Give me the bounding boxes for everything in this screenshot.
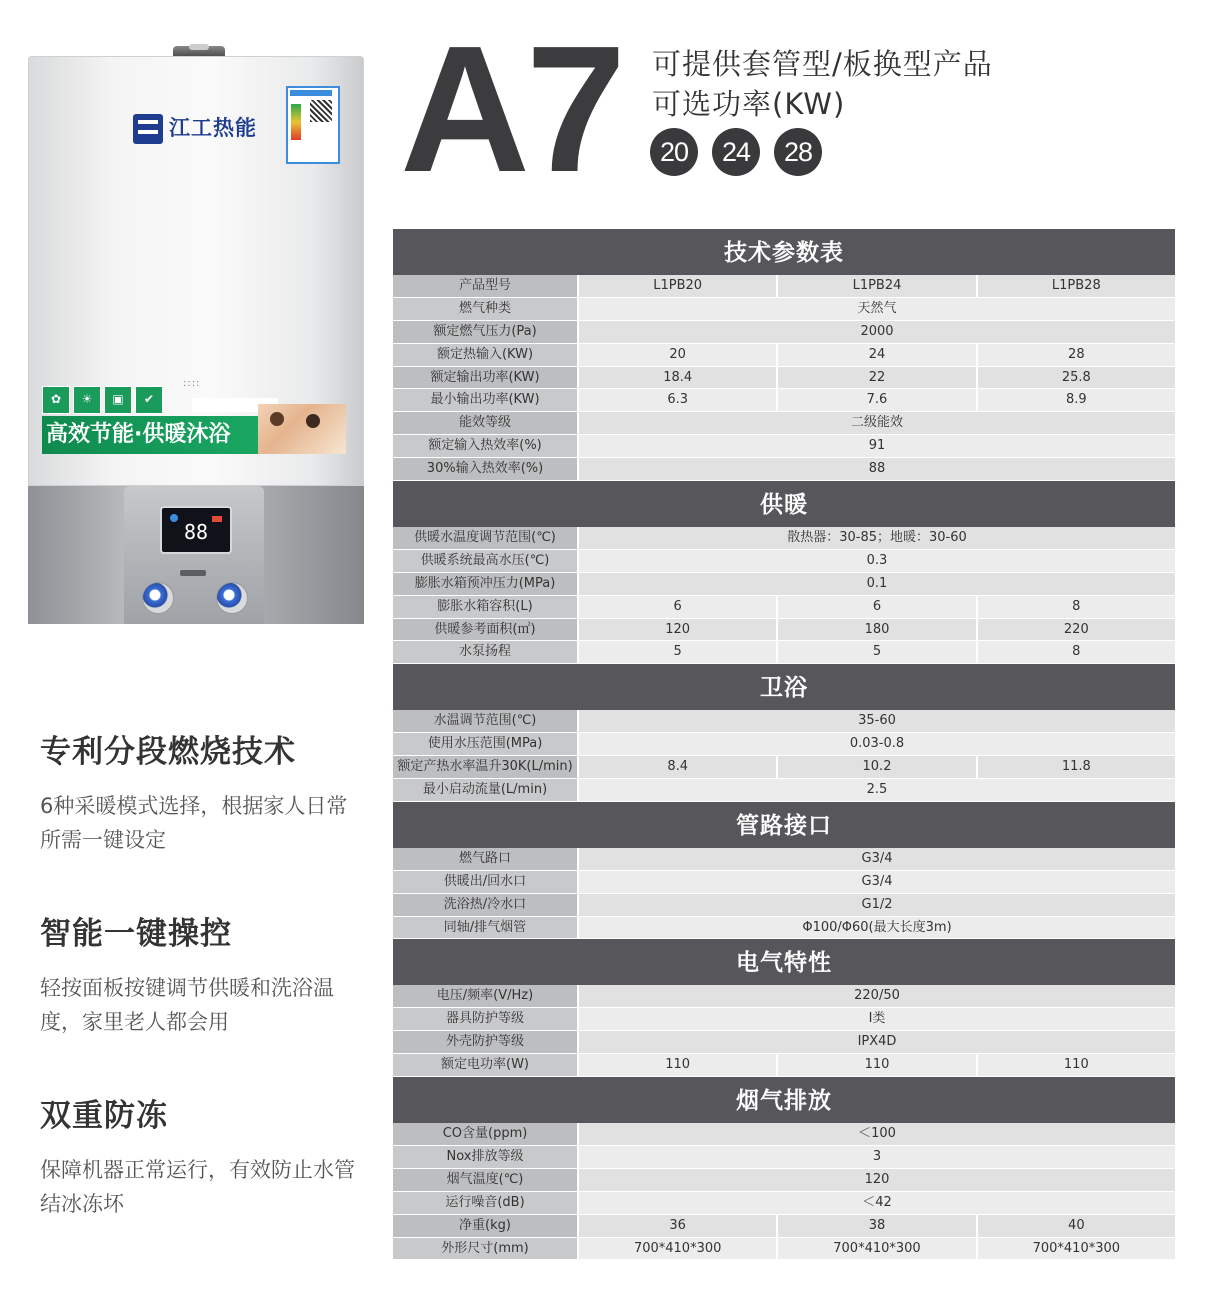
row-value: 40 xyxy=(978,1215,1175,1237)
row-label: 净重(kg) xyxy=(393,1215,577,1237)
row-value: 25.8 xyxy=(978,367,1175,389)
row-label: 最小输出功率(KW) xyxy=(393,389,577,411)
table-row xyxy=(393,298,1175,321)
row-value: 5 xyxy=(778,641,975,663)
boiler-front-panel xyxy=(28,56,364,486)
control-bezel xyxy=(124,486,264,624)
row-value: 7.6 xyxy=(778,389,975,411)
row-value: 110 xyxy=(579,1054,776,1076)
family-photo xyxy=(258,404,346,454)
feature-description: 轻按面板按键调节供暖和洗浴温度，家里老人都会用 xyxy=(40,976,334,1034)
row-value: 220/50 xyxy=(579,985,1175,1007)
power-options-line: 可选功率(KW) xyxy=(652,87,846,121)
power-badges xyxy=(650,128,822,176)
row-value: 28 xyxy=(978,344,1175,366)
display-slot xyxy=(180,570,206,576)
table-row xyxy=(393,1008,1175,1031)
table-row xyxy=(393,619,1175,642)
row-label: 使用水压范围(MPa) xyxy=(393,733,577,755)
row-label: 额定产热水率温升30K(L/min) xyxy=(393,756,577,778)
row-label: 产品型号 xyxy=(393,275,577,297)
power-badge-28: 28 xyxy=(774,128,822,176)
row-label: 燃气路口 xyxy=(393,848,577,870)
row-label: 水温调节范围(℃) xyxy=(393,710,577,732)
row-value: 6.3 xyxy=(579,389,776,411)
table-row xyxy=(393,710,1175,733)
row-value: 6 xyxy=(778,596,975,618)
row-label: 供暖水温度调节范围(℃) xyxy=(393,527,577,549)
spec-table xyxy=(393,229,1175,1260)
row-value: 8.4 xyxy=(579,756,776,778)
hot-water-knob xyxy=(216,582,248,614)
row-value: 38 xyxy=(778,1215,975,1237)
row-label: 能效等级 xyxy=(393,412,577,434)
row-value: I类 xyxy=(579,1008,1175,1030)
row-value: 5 xyxy=(579,641,776,663)
table-row xyxy=(393,894,1175,917)
boiler-control-area xyxy=(28,486,364,624)
table-row xyxy=(393,1031,1175,1054)
row-label: 膨胀水箱预冲压力(MPa) xyxy=(393,573,577,595)
row-value: 天然气 xyxy=(579,298,1175,320)
row-value: G3/4 xyxy=(579,848,1175,870)
row-value: 88 xyxy=(579,458,1175,480)
row-value: IPX4D xyxy=(579,1031,1175,1053)
table-row xyxy=(393,1123,1175,1146)
row-value: 18.4 xyxy=(579,367,776,389)
table-row xyxy=(393,1169,1175,1192)
row-label: 膨胀水箱容积(L) xyxy=(393,596,577,618)
feature-dual-antifreeze xyxy=(40,1090,360,1221)
table-row xyxy=(393,527,1175,550)
heating-knob xyxy=(142,582,174,614)
row-label: 额定输出功率(KW) xyxy=(393,367,577,389)
sun-icon: ☀ xyxy=(73,386,101,414)
table-row xyxy=(393,871,1175,894)
table-row xyxy=(393,435,1175,458)
row-value: 8 xyxy=(978,641,1175,663)
row-value: 91 xyxy=(579,435,1175,457)
row-value: 10.2 xyxy=(778,756,975,778)
table-row xyxy=(393,733,1175,756)
qr-code-icon xyxy=(310,100,332,122)
brand-logo-icon xyxy=(133,114,163,144)
power-badge-20: 20 xyxy=(650,128,698,176)
section-header: 技术参数表 xyxy=(393,229,1175,275)
table-row xyxy=(393,1146,1175,1169)
row-value: 110 xyxy=(978,1054,1175,1076)
table-row xyxy=(393,1238,1175,1261)
brand-name: 江工热能 xyxy=(169,117,257,140)
row-value: 3 xyxy=(579,1146,1175,1168)
row-value: 110 xyxy=(778,1054,975,1076)
energy-label-sticker xyxy=(286,86,340,164)
table-row xyxy=(393,344,1175,367)
shield-icon: ✔ xyxy=(135,386,163,414)
table-row xyxy=(393,985,1175,1008)
row-value: L1PB20 xyxy=(579,275,776,297)
table-row xyxy=(393,848,1175,871)
table-row xyxy=(393,1192,1175,1215)
gear-icon: ✿ xyxy=(42,386,70,414)
row-value: G3/4 xyxy=(579,871,1175,893)
feature-description: 6种采暖模式选择，根据家人日常所需一键设定 xyxy=(40,794,348,852)
row-value: 11.8 xyxy=(978,756,1175,778)
row-value: 2000 xyxy=(579,321,1175,343)
row-label: 电压/频率(V/Hz) xyxy=(393,985,577,1007)
row-label: 烟气温度(℃) xyxy=(393,1169,577,1191)
row-value: ＜100 xyxy=(579,1123,1175,1145)
row-label: 额定热输入(KW) xyxy=(393,344,577,366)
row-value: L1PB28 xyxy=(978,275,1175,297)
table-row xyxy=(393,367,1175,390)
row-value: 0.1 xyxy=(579,573,1175,595)
row-value: 180 xyxy=(778,619,975,641)
table-row xyxy=(393,1215,1175,1238)
row-value: 700*410*300 xyxy=(778,1238,975,1260)
row-value: L1PB24 xyxy=(778,275,975,297)
row-label: 30%输入热效率(%) xyxy=(393,458,577,480)
feature-segmented-combustion xyxy=(40,726,360,857)
row-value: 35-60 xyxy=(579,710,1175,732)
row-label: Nox排放等级 xyxy=(393,1146,577,1168)
section-header: 卫浴 xyxy=(393,664,1175,710)
row-label: 水泵扬程 xyxy=(393,641,577,663)
row-value: 6 xyxy=(579,596,776,618)
row-value: 0.03-0.8 xyxy=(579,733,1175,755)
row-value: 700*410*300 xyxy=(579,1238,776,1260)
row-value: 8.9 xyxy=(978,389,1175,411)
brand-logo xyxy=(133,114,257,144)
feature-description: 保障机器正常运行，有效防止水管结冰冻坏 xyxy=(40,1158,355,1216)
feature-title: 智能一键操控 xyxy=(40,916,232,952)
table-row xyxy=(393,1054,1175,1077)
table-row xyxy=(393,550,1175,573)
row-value: 120 xyxy=(579,619,776,641)
row-label: 额定燃气压力(Pa) xyxy=(393,321,577,343)
table-row xyxy=(393,389,1175,412)
row-value: 20 xyxy=(579,344,776,366)
lcd-display: 88 xyxy=(160,506,232,554)
model-number: A7 xyxy=(400,9,623,210)
table-row xyxy=(393,458,1175,481)
section-header: 管路接口 xyxy=(393,802,1175,848)
table-row xyxy=(393,573,1175,596)
row-label: 运行噪音(dB) xyxy=(393,1192,577,1214)
row-value: 散热器：30-85；地暖：30-60 xyxy=(579,527,1175,549)
table-row xyxy=(393,917,1175,940)
feature-title: 专利分段燃烧技术 xyxy=(40,734,296,770)
row-value: 2.5 xyxy=(579,779,1175,801)
section-header: 电气特性 xyxy=(393,939,1175,985)
section-header: 供暖 xyxy=(393,481,1175,527)
boiler-product-image xyxy=(28,46,364,624)
row-value: 二级能效 xyxy=(579,412,1175,434)
feature-one-key-control xyxy=(40,908,360,1039)
row-value: 120 xyxy=(579,1169,1175,1191)
row-label: 外形尺寸(mm) xyxy=(393,1238,577,1260)
table-row xyxy=(393,641,1175,664)
row-value: 22 xyxy=(778,367,975,389)
table-row xyxy=(393,321,1175,344)
section-header: 烟气排放 xyxy=(393,1077,1175,1123)
table-row xyxy=(393,412,1175,435)
chip-icon: ▣ xyxy=(104,386,132,414)
feature-icons xyxy=(42,386,163,414)
promo-sticker xyxy=(42,386,346,454)
row-label: 额定电功率(W) xyxy=(393,1054,577,1076)
row-label: 同轴/排气烟管 xyxy=(393,917,577,939)
row-label: 洗浴热/冷水口 xyxy=(393,894,577,916)
row-label: 供暖出/回水口 xyxy=(393,871,577,893)
table-row xyxy=(393,779,1175,802)
row-label: 外壳防护等级 xyxy=(393,1031,577,1053)
feature-title: 双重防冻 xyxy=(40,1098,168,1134)
row-label: CO含量(ppm) xyxy=(393,1123,577,1145)
row-value: Φ100/Φ60(最大长度3m) xyxy=(579,917,1175,939)
table-row xyxy=(393,275,1175,298)
row-value: 36 xyxy=(579,1215,776,1237)
promo-slogan: 高效节能·供暖沐浴 xyxy=(42,416,264,454)
row-label: 额定输入热效率(%) xyxy=(393,435,577,457)
row-value: ＜42 xyxy=(579,1192,1175,1214)
indicator-dots: :::: xyxy=(183,378,201,389)
energy-grade-icon xyxy=(291,104,301,140)
row-label: 供暖系统最高水压(℃) xyxy=(393,550,577,572)
table-row xyxy=(393,756,1175,779)
power-badge-24: 24 xyxy=(712,128,760,176)
row-label: 最小启动流量(L/min) xyxy=(393,779,577,801)
row-value: G1/2 xyxy=(579,894,1175,916)
row-label: 器具防护等级 xyxy=(393,1008,577,1030)
product-type-line: 可提供套管型/板换型产品 xyxy=(652,47,993,81)
row-value: 8 xyxy=(978,596,1175,618)
row-label: 供暖参考面积(㎡) xyxy=(393,619,577,641)
row-value: 24 xyxy=(778,344,975,366)
row-label: 燃气种类 xyxy=(393,298,577,320)
row-value: 700*410*300 xyxy=(978,1238,1175,1260)
row-value: 220 xyxy=(978,619,1175,641)
table-row xyxy=(393,596,1175,619)
row-value: 0.3 xyxy=(579,550,1175,572)
